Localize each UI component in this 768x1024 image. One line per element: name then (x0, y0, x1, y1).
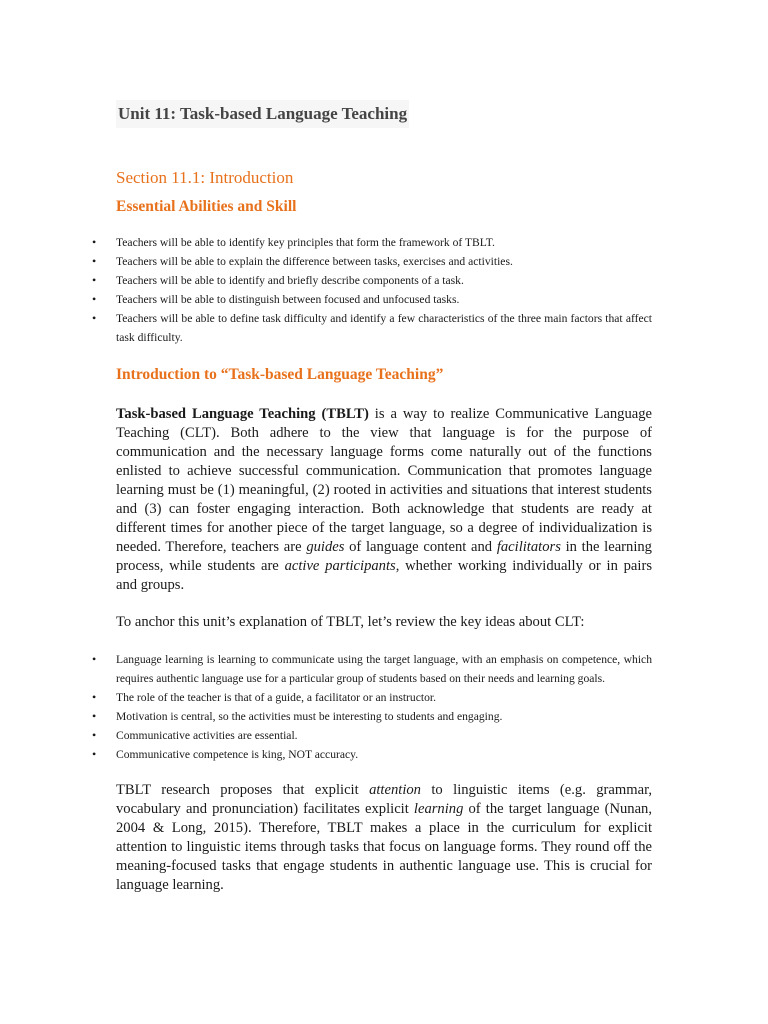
list-item (92, 688, 652, 707)
bullet-icon: • (92, 747, 97, 761)
list-item (92, 233, 652, 252)
list-item (92, 290, 652, 309)
paragraph-text: to linguistic items (e.g. grammar, vocabulary and pronunciation) facilitates explicit (116, 782, 652, 817)
list-item-text: Language learning is learning to communicate using the target language, with an emphasis on competence, which requires authentic language use for a particular group of students based on their needs and learning goals. (116, 653, 652, 685)
paragraph-text: of language content and (344, 539, 497, 555)
list-item-text: Communicative activities are essential. (116, 729, 298, 742)
bullet-icon: • (92, 235, 97, 249)
list-item-text: Teachers will be able to define task difficulty and identify a few characteristics of the three main factors that affect task difficulty. (116, 312, 652, 344)
paragraph-text: is a way to realize Communicative Language Teaching (CLT). Both adhere to the view that language is for the purpose of communication and the necessary language forms come naturally out of the functions enlisted to achieve successful communication. Communication that promotes language learning must be (1) meaningful, (2) rooted in activities and situations that interest students and (3) can foster engaging interaction. Both acknowledge that students are ready at different times for another piece of the target language, so a degree of individualization is needed. Therefore, teachers are (116, 406, 652, 555)
list-item (92, 271, 652, 290)
emphasis-facilitators: facilitators (496, 539, 561, 555)
list-item-text: Teachers will be able to explain the difference between tasks, exercises and activities. (116, 255, 513, 268)
list-item-text: Teachers will be able to identify and briefly describe components of a task. (116, 274, 464, 287)
bullet-icon: • (92, 709, 97, 723)
tblt-paragraph (116, 405, 652, 595)
list-item-text: Motivation is central, so the activities must be interesting to students and engaging. (116, 710, 503, 723)
paragraph-text: , whether working individually or in pairs and groups. (116, 558, 653, 593)
bullet-icon: • (92, 728, 97, 742)
document-content (92, 100, 653, 895)
bullet-icon: • (92, 254, 97, 268)
emphasis-attention: attention (369, 782, 421, 798)
list-item-text: Teachers will be able to distinguish between focused and unfocused tasks. (116, 293, 460, 306)
list-item (92, 252, 652, 271)
subsection-title: Essential Abilities and Skill (116, 198, 297, 215)
section-title: Section 11.1: Introduction (116, 168, 294, 187)
list-item (92, 707, 652, 726)
paragraph-text: of the target language (Nunan, 2004 & Long, 2015). Therefore, TBLT makes a place in the curriculum for explicit attention to linguistic items through tasks that focus on language forms. They round off the meaning-focused tasks that engage students in authentic language use. This is crucial for language learning. (116, 801, 652, 893)
emphasis-learning: learning (413, 801, 464, 817)
tblt-term: Task-based Language Teaching (TBLT) (116, 406, 369, 422)
bullet-icon: • (92, 690, 97, 704)
emphasis-guides: guides (306, 539, 345, 555)
paragraph-text: TBLT research proposes that explicit (116, 782, 370, 798)
bullet-icon: • (92, 273, 97, 287)
list-item (92, 650, 652, 688)
paragraph-text: in the learning process, while students are (116, 539, 652, 574)
list-item-text: Teachers will be able to identify key principles that form the framework of TBLT. (116, 236, 495, 249)
bullet-icon: • (92, 292, 97, 306)
list-item (92, 309, 652, 347)
abilities-list (92, 233, 652, 347)
list-item-text: The role of the teacher is that of a guide, a facilitator or an instructor. (116, 691, 436, 704)
clt-key-ideas-list (92, 650, 652, 764)
emphasis-active-participants: active participants (284, 558, 396, 574)
list-item (92, 726, 652, 745)
list-item (92, 745, 652, 764)
bullet-icon: • (92, 652, 97, 666)
anchor-paragraph: To anchor this unit’s explanation of TBLT, let’s review the key ideas about CLT: (116, 614, 585, 630)
bullet-icon: • (92, 311, 97, 325)
research-paragraph (116, 781, 652, 895)
list-item-text: Communicative competence is king, NOT accuracy. (116, 748, 359, 761)
unit-title: Unit 11: Task-based Language Teaching (116, 100, 409, 128)
intro-heading: Introduction to “Task-based Language Teaching” (116, 366, 444, 383)
